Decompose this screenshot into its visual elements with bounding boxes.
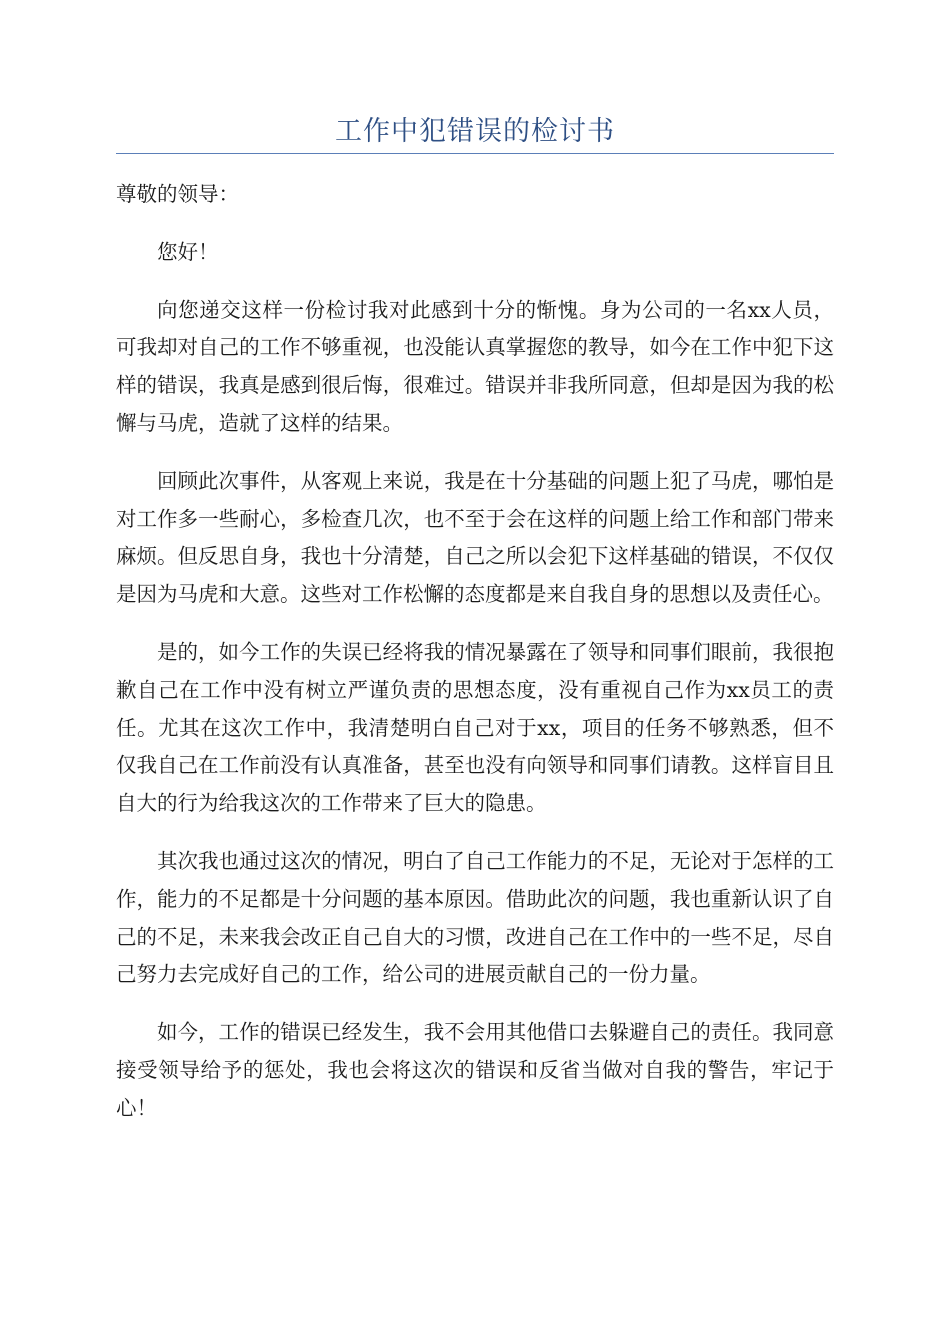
title-underline (116, 153, 834, 154)
document-title: 工作中犯错误的检讨书 (335, 116, 615, 147)
greeting: 您好！ (157, 239, 219, 264)
paragraph-apology: 向您递交这样一份检讨我对此感到十分的惭愧。身为公司的一名xx人员，可我却对自己的工作不够重视，也没能认真掌握您的教导，如今在工作中犯下这样的错误，我真是感到很后悔，很难过。错误并非我所同意，但却是因为我的松懈与马虎，造就了这样的结果。 (116, 297, 834, 435)
paragraph-review: 回顾此次事件，从客观上来说，我是在十分基础的问题上犯了马虎，哪怕是对工作多一些耐心，多检查几次，也不至于会在这样的问题上给工作和部门带来麻烦。但反思自身，我也十分清楚，自己之所以会犯下这样基础的错误，不仅仅是因为马虎和大意。这些对工作松懈的态度都是来自我自身的思想以及责任心。 (116, 468, 834, 607)
paragraph-improvement: 其次我也通过这次的情况，明白了自己工作能力的不足，无论对于怎样的工作，能力的不足都是十分问题的基本原因。借助此次的问题，我也重新认识了自己的不足，未来我会改正自己自大的习惯，改进自己在工作中的一些不足，尽自己努力去完成好自己的工作，给公司的进展贡献自己的一份力量。 (116, 848, 834, 987)
salutation: 尊敬的领导： (116, 182, 239, 206)
document-body (116, 176, 834, 1148)
paragraph-reflection: 是的，如今工作的失误已经将我的情况暴露在了领导和同事们眼前，我很抱歉自己在工作中没有树立严谨负责的思想态度，没有重视自己作为xx员工的责任。尤其在这次工作中，我清楚明白自己对于xx，项目的任务不够熟悉，但不仅我自己在工作前没有认真准备，甚至也没有向领导和同事们请教。这样盲目且自大的行为给我这次的工作带来了巨大的隐患。 (116, 639, 834, 816)
paragraph-closing: 如今，工作的错误已经发生，我不会用其他借口去躲避自己的责任。我同意接受领导给予的惩处，我也会将这次的错误和反省当做对自我的警告，牢记于心！ (116, 1020, 834, 1120)
